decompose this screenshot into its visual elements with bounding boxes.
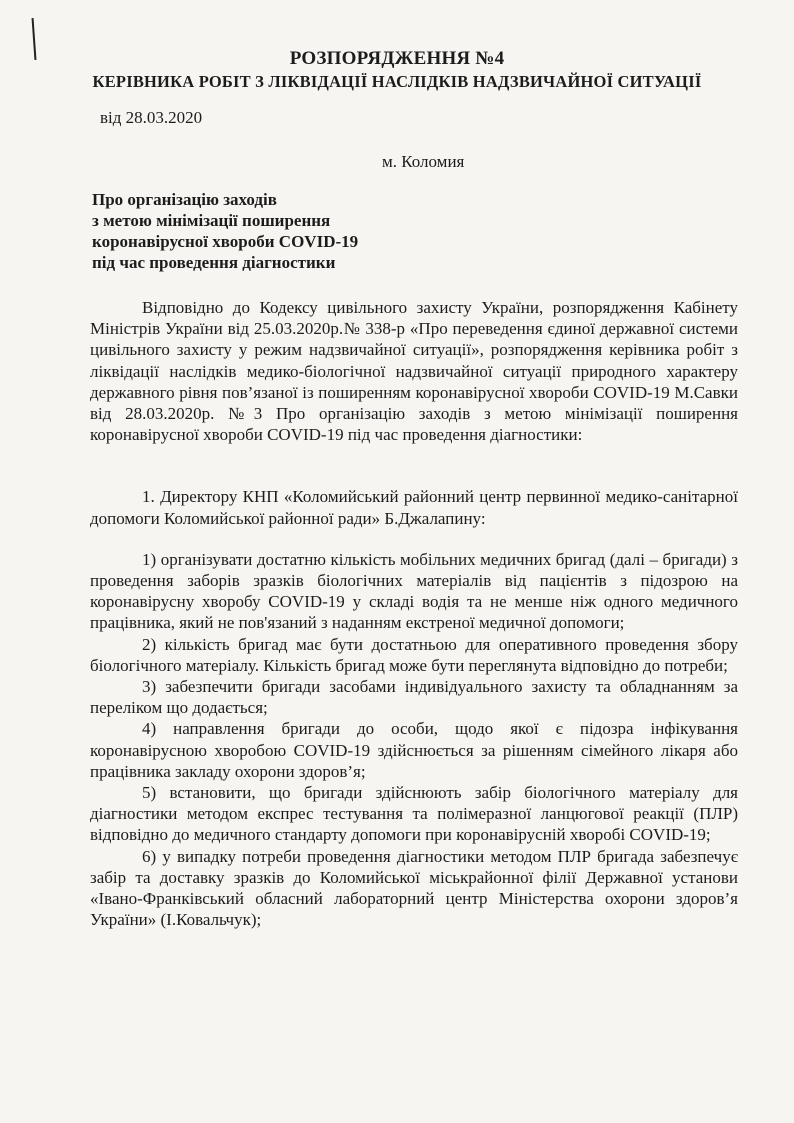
point-1-paragraph: 1. Директору КНП «Коломийський районний центр первинної медико-санітарної допомоги Коломийської районної ради» Б.Джалапину: <box>90 487 738 528</box>
document-body <box>90 297 738 930</box>
subitem-paragraph: 3) забезпечити бригади засобами індивідуального захисту та обладнанням за переліком що додається; <box>90 677 738 718</box>
document-title: РОЗПОРЯДЖЕННЯ №4 <box>289 48 505 69</box>
subject-line: під час проведення діагностики <box>92 253 336 272</box>
subitem-paragraph: 6) у випадку потреби проведення діагностики методом ПЛР бригада забезпечує забір та доставку зразків до Коломийської міськрайонної філії Державної установи «Івано-Франківський обласний лабораторний центр Міністерства охорони здоров’я України» (І.Ковальчук); <box>90 846 738 930</box>
subject-line: коронавірусної хвороби COVID-19 <box>92 232 359 251</box>
subject-line: Про організацію заходів <box>92 190 277 209</box>
subject-line: з метою мінімізації поширення <box>92 211 331 230</box>
document-date: від 28.03.2020 <box>100 108 203 127</box>
subitem-paragraph: 1) організувати достатню кількість мобільних медичних бригад (далі – бригади) з проведення заборів зразків біологічних матеріалів від пацієнтів з підозрою на коронавірусну хворобу COVID-19 у складі водія та не менше ніж одного медичного працівника, який не пов'язаний з наданням екстреної медичної допомоги; <box>90 549 738 633</box>
preamble-paragraph: Відповідно до Кодексу цивільного захисту України, розпорядження Кабінету Міністрів України від 25.03.2020р.№ 338-р «Про переведення єдиної державної системи цивільного захисту у режим надзвичайної ситуації», розпорядження керівника робіт з ліквідації наслідків медико-біологічної надзвичайної ситуації природного характеру державного рівня пов’язаної із поширенням коронавірусної хвороби COVID-19 М.Савки від 28.03.2020р. №3 Про організацію заходів з метою мінімізації поширення коронавірусної хвороби COVID-19 під час проведення діагностики: <box>90 298 738 445</box>
document-subtitle: КЕРІВНИКА РОБІТ З ЛІКВІДАЦІЇ НАСЛІДКІВ НАДЗВИЧАЙНОЇ СИТУАЦІЇ <box>92 72 702 91</box>
document-subject <box>92 189 358 273</box>
document-city: м. Коломия <box>382 152 465 171</box>
subitem-paragraph: 2) кількість бригад має бути достатньою для оперативного проведення збору біологічного матеріалу. Кількість бригад може бути переглянута відповідно до потреби; <box>90 634 738 675</box>
subitem-paragraph: 5) встановити, що бригади здійснюють забір біологічного матеріалу для діагностики методом експрес тестування та полімеразної ланцюгової реакції (ПЛР) відповідно до медичного стандарту допомоги при коронавірусній хворобі COVID-19; <box>90 783 738 845</box>
subitem-paragraph: 4) направлення бригади до особи, щодо якої є підозра інфікування коронавірусною хворобою COVID-19 здійснюється за рішенням сімейного лікаря або працівника закладу охорони здоров’я; <box>90 719 738 781</box>
